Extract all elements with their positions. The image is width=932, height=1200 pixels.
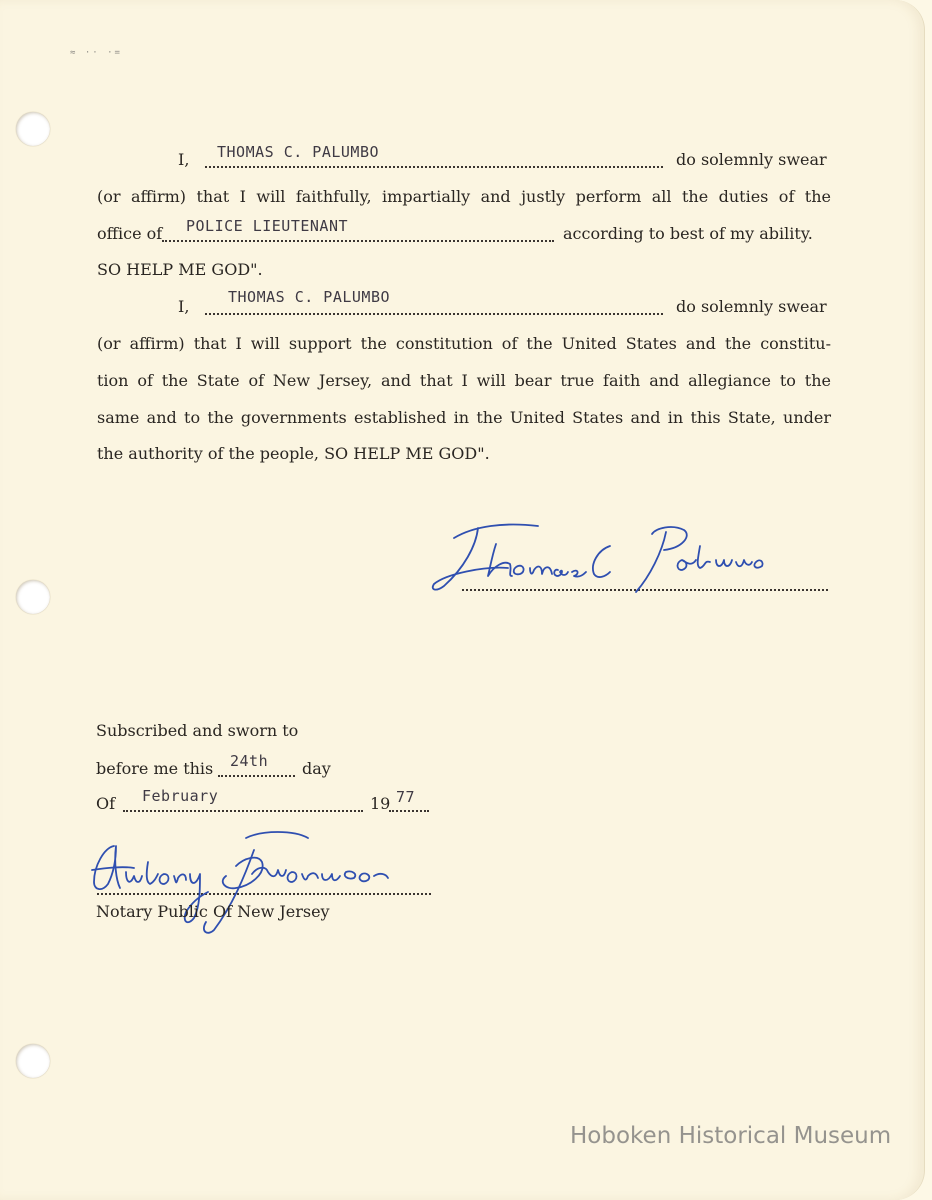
binder-hole-middle [16,580,50,614]
binder-hole-bottom [16,1044,50,1078]
notary-year-line [389,810,429,812]
oath2-name-typed: THOMAS C. PALUMBO [228,288,391,306]
corner-mark: ≈ ·· ·= [70,48,122,58]
oath2-suffix: do solemnly swear [676,297,827,316]
notary-year-typed: 77 [396,788,416,806]
notary-day-prefix: before me this [96,759,214,778]
oath1-line2: (or affirm) that I will faithfully, impartially and justly perform all the duties of the [97,187,831,206]
notary-day-suffix: day [302,759,331,778]
binder-hole-top [16,112,50,146]
notary-day-line [218,775,295,777]
notary-month-prefix: Of [96,794,116,813]
oath1-office-suffix: according to best of my ability. [563,224,813,243]
notary-signature [86,826,406,938]
oath2-line5: the authority of the people, SO HELP ME GOD". [97,444,490,463]
oath1-name-line [205,166,663,168]
museum-watermark: Hoboken Historical Museum [570,1123,892,1149]
notary-year-prefix: 19 [370,794,391,813]
notary-day-typed: 24th [230,752,269,770]
oath2-line3: tion of the State of New Jersey, and that I will bear true faith and allegiance to the [97,371,831,390]
oath2-line4: same and to the governments established in the United States and in this State, under [97,408,831,427]
oath1-office-typed: POLICE LIEUTENANT [186,217,349,235]
officer-signature [426,516,770,602]
oath1-suffix: do solemnly swear [676,150,827,169]
oath1-office-prefix: office of [97,224,163,243]
oath1-closing: SO HELP ME GOD". [97,260,263,279]
notary-month-line [123,810,363,812]
oath2-name-line [205,313,663,315]
oath2-line2: (or affirm) that I will support the constitution of the United States and the constitu- [97,334,831,353]
notary-line1: Subscribed and sworn to [96,721,299,740]
notary-month-typed: February [142,787,219,805]
notary-title: Notary Public Of New Jersey [96,902,330,921]
oath2-prefix: I, [178,297,190,316]
oath1-name-typed: THOMAS C. PALUMBO [217,143,380,161]
oath1-prefix: I, [178,150,190,169]
oath1-office-line [162,240,554,242]
